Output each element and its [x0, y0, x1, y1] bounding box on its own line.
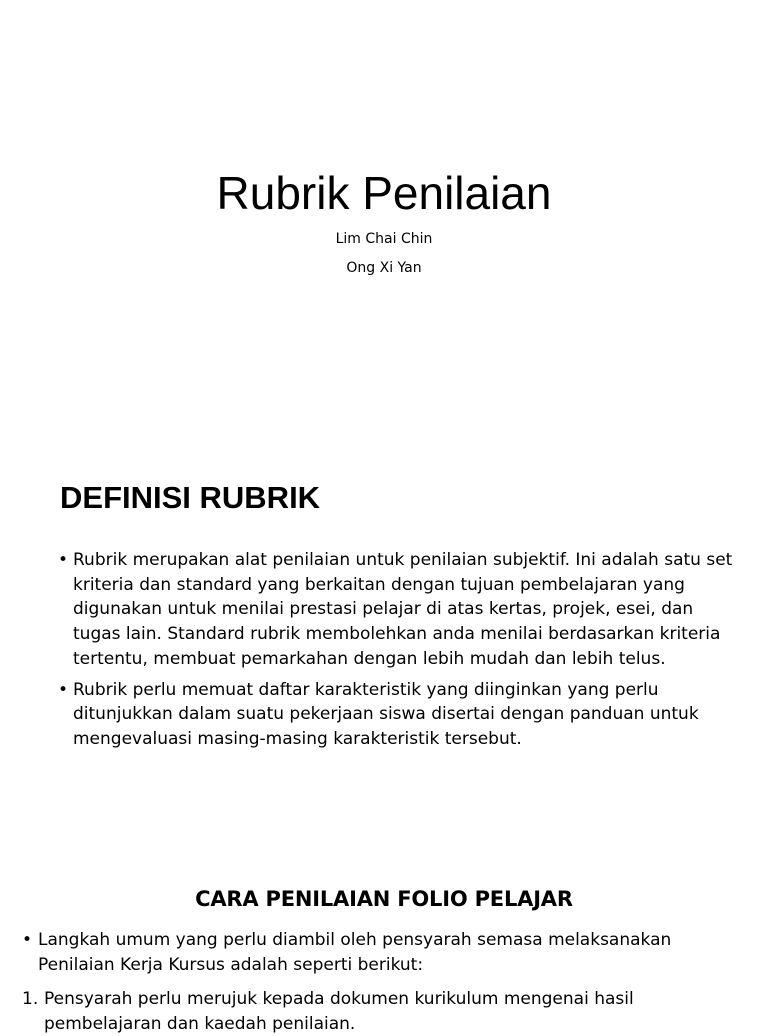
- bullet-list: [22, 928, 742, 985]
- bullet-dot: •: [58, 550, 69, 570]
- section-heading: DEFINISI RUBRIK: [60, 480, 321, 515]
- assessment-method-slide: [0, 870, 768, 1034]
- definition-slide: [0, 470, 768, 810]
- numbered-list: [22, 987, 742, 1036]
- title-slide: [0, 0, 768, 420]
- item-number: 1.: [22, 989, 39, 1009]
- numbered-item: [22, 987, 742, 1036]
- bullet-dot: •: [58, 679, 69, 700]
- bullet-dot: •: [22, 930, 33, 950]
- presentation-title: Rubrik Penilaian: [216, 167, 552, 219]
- section-heading: CARA PENILAIAN FOLIO PELAJAR: [195, 887, 573, 911]
- bullet-item: [58, 548, 738, 672]
- author-name: Ong Xi Yan: [346, 260, 422, 276]
- bullet-text: Langkah umum yang perlu diambil oleh pensyarah semasa melaksanakan Penilaian Kerja Kursus adalah seperti berikut:: [38, 930, 672, 975]
- item-text: Pensyarah perlu merujuk kepada dokumen kurikulum mengenai hasil pembelajaran dan kaedah penilaian.: [44, 989, 634, 1034]
- author-name: Lim Chai Chin: [335, 231, 433, 247]
- bullet-item: [22, 928, 742, 977]
- bullet-list: [58, 548, 738, 758]
- bullet-text: Rubrik perlu memuat daftar karakteristik yang diinginkan yang perlu ditunjukkan dalam suatu pekerjaan siswa disertai dengan panduan untuk mengevaluasi masing-masing karakteristik tersebut.: [73, 679, 699, 749]
- bullet-item: [58, 678, 738, 752]
- bullet-text: Rubrik merupakan alat penilaian untuk penilaian subjektif. Ini adalah satu set kriteria dan standard yang berkaitan dengan tujuan pembelajaran yang digunakan untuk menilai prestasi pelajar di atas kertas, projek, esei, dan tugas lain. Standard rubrik membolehkan anda menilai berdasarkan kriteria tertentu, membuat pemarkahan dengan lebih mudah dan lebih telus.: [73, 550, 733, 669]
